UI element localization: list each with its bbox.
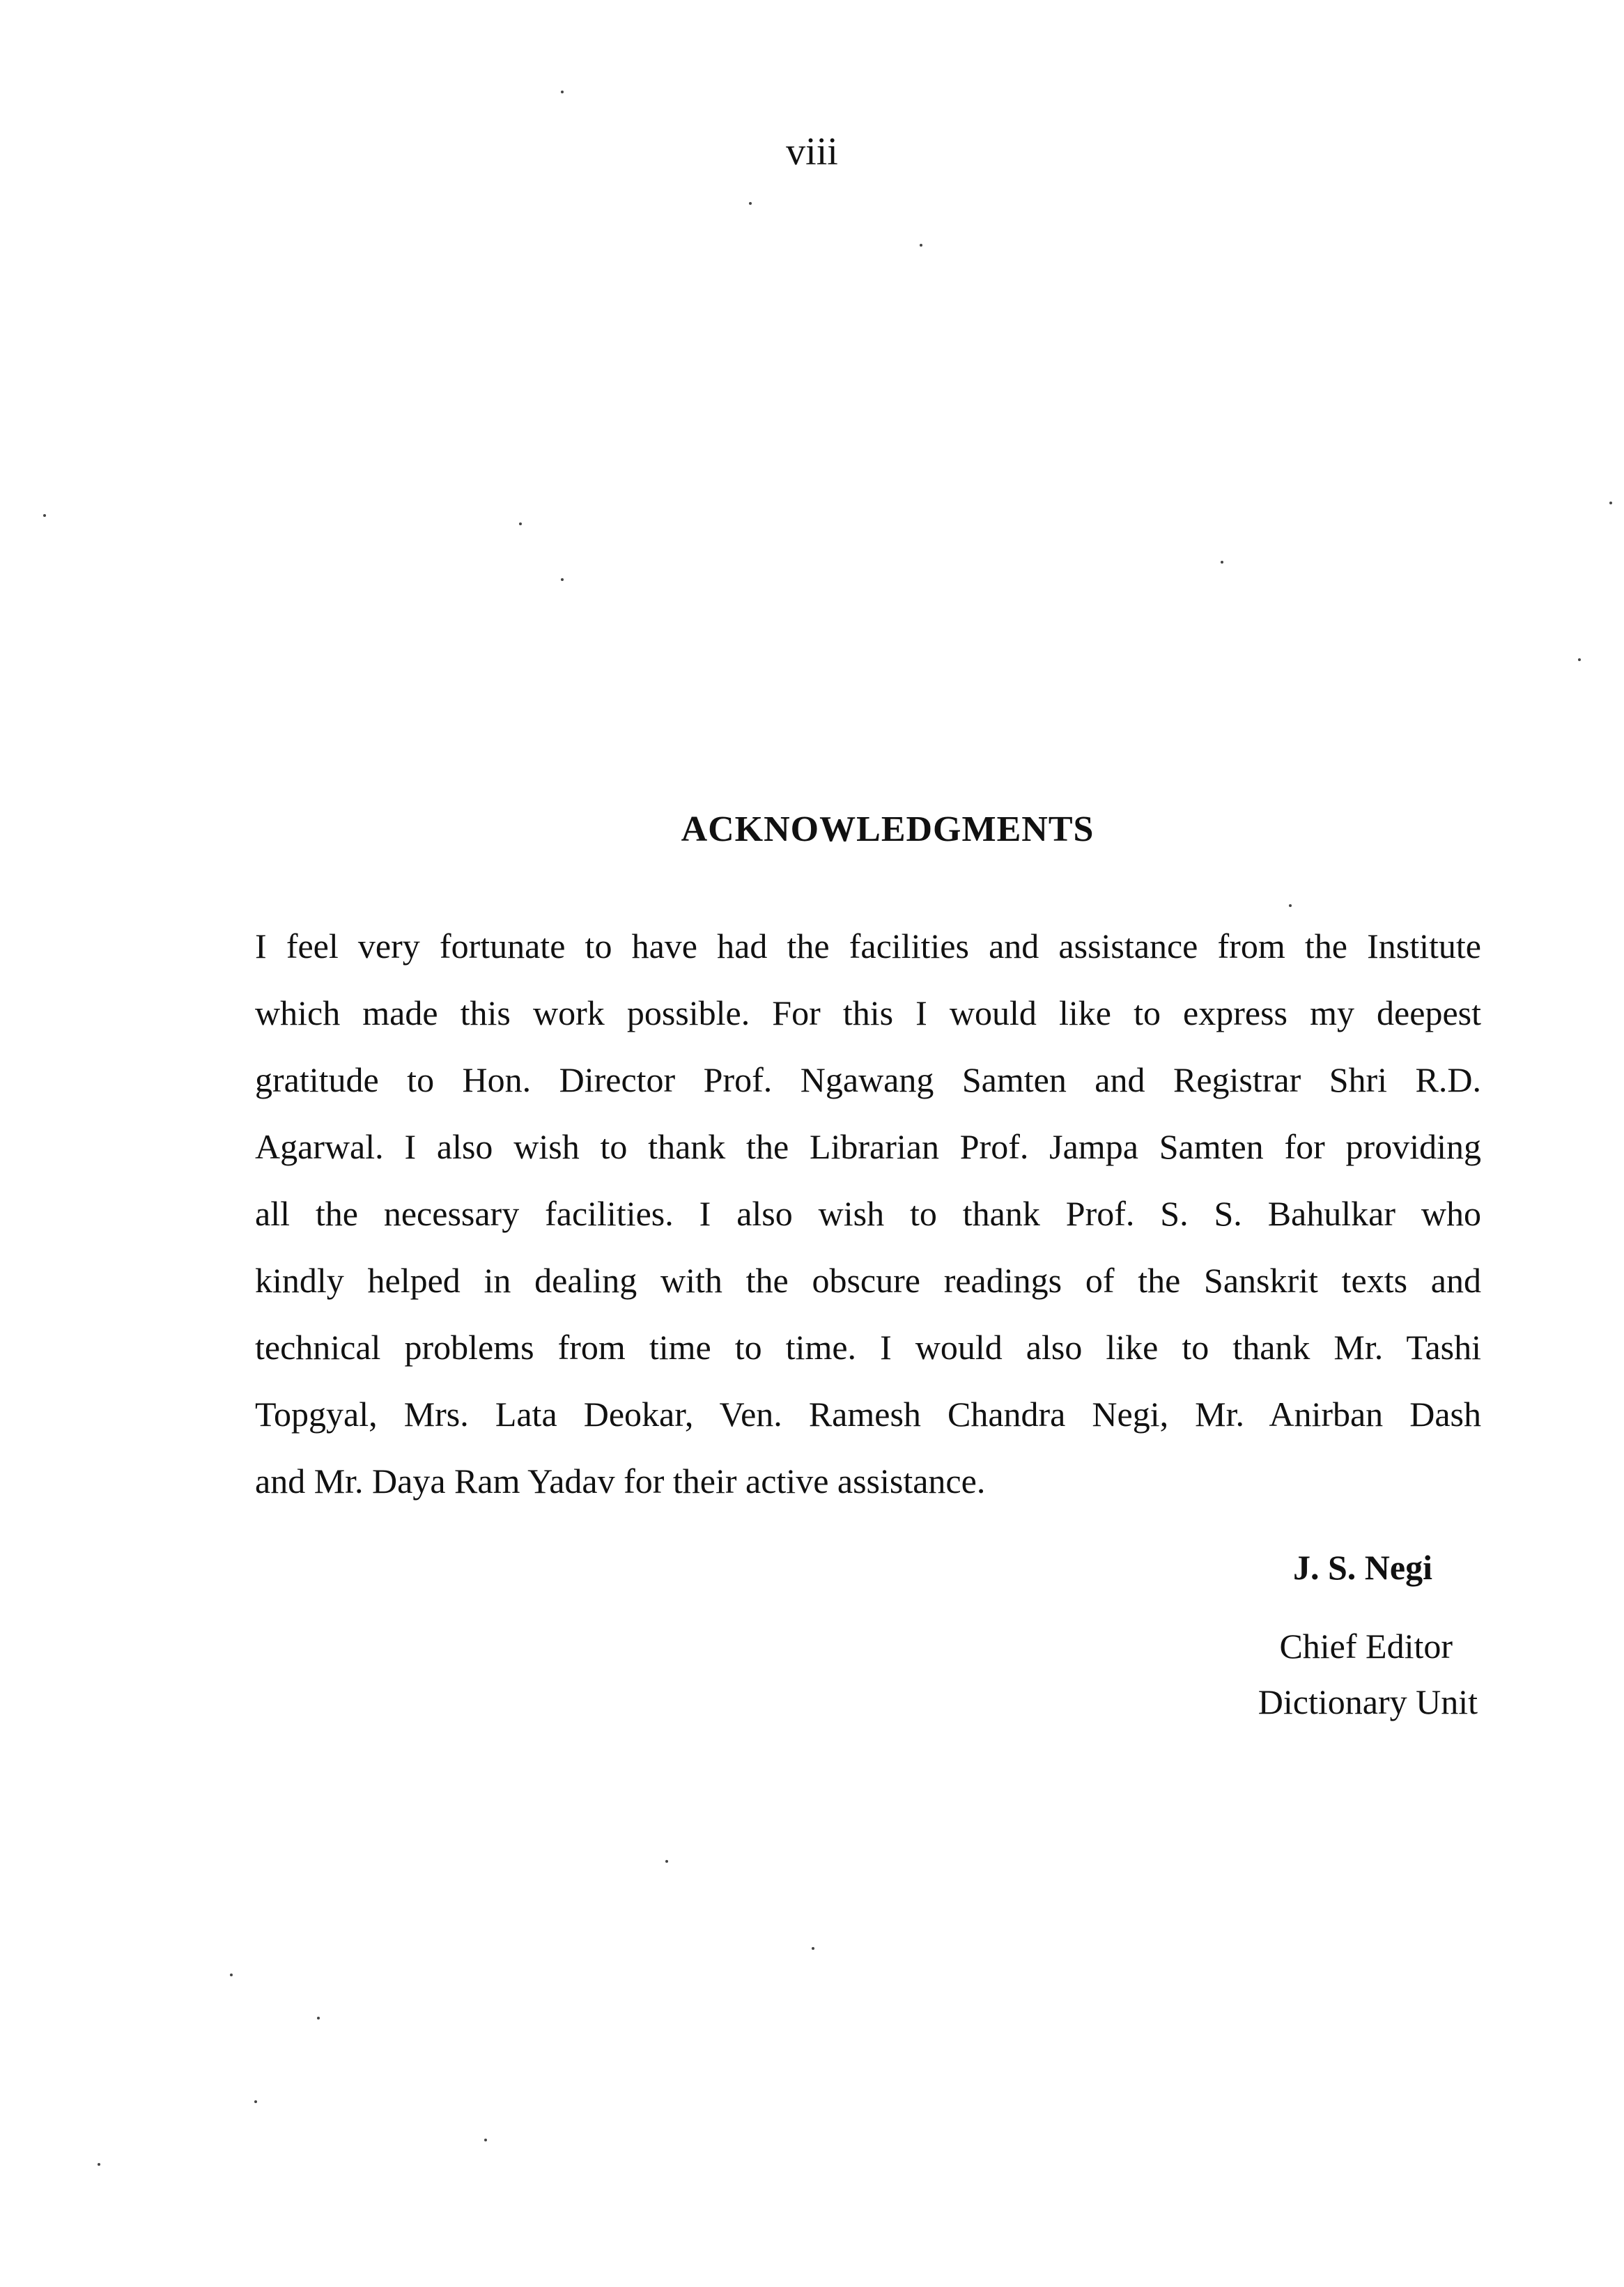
paragraph-line: all the necessary facilities. I also wish to thank Prof. S. S. Bahulkar who [255, 1194, 1481, 1233]
paragraph-line: I feel very fortunate to have had the facilities and assistance from the Institute [255, 927, 1481, 966]
scan-speck [317, 2017, 320, 2019]
paragraph-line: and Mr. Daya Ram Yadav for their active assistance. [255, 1462, 986, 1501]
scan-speck [254, 2100, 257, 2103]
section-heading: ACKNOWLEDGMENTS [681, 809, 1095, 849]
paragraph-line: gratitude to Hon. Director Prof. Ngawang Samten and Registrar Shri R.D. [255, 1060, 1481, 1099]
signatory-unit: Dictionary Unit [1258, 1682, 1478, 1721]
scan-speck [230, 1974, 233, 1976]
scan-speck [561, 91, 564, 93]
scan-corner-mark [42, 2263, 45, 2284]
paragraph-line: which made this work possible. For this I would like to express my deepest [255, 993, 1481, 1032]
scan-speck [665, 1860, 668, 1863]
scan-speck [484, 2139, 487, 2141]
scan-speck [1609, 502, 1612, 504]
scan-speck [1289, 904, 1292, 907]
scan-speck [43, 514, 46, 517]
scan-speck [98, 2163, 100, 2166]
scan-speck [561, 578, 564, 581]
scan-speck [519, 522, 522, 525]
scan-speck [1578, 658, 1581, 661]
scan-speck [812, 1947, 814, 1950]
paragraph-line: Topgyal, Mrs. Lata Deokar, Ven. Ramesh Chandra Negi, Mr. Anirban Dash [255, 1395, 1481, 1434]
scan-speck [1221, 561, 1223, 564]
scan-speck [920, 244, 922, 247]
paragraph-line: technical problems from time to time. I would also like to thank Mr. Tashi [255, 1328, 1481, 1367]
page-number: viii [786, 130, 838, 173]
acknowledgments-paragraph [255, 913, 1481, 1514]
paragraph-line: kindly helped in dealing with the obscure readings of the Sanskrit texts and [255, 1261, 1481, 1300]
scan-speck [749, 202, 752, 205]
signatory-title: Chief Editor [1279, 1627, 1453, 1666]
signatory-name: J. S. Negi [1293, 1548, 1432, 1587]
paragraph-line: Agarwal. I also wish to thank the Librarian Prof. Jampa Samten for providing [255, 1127, 1481, 1166]
